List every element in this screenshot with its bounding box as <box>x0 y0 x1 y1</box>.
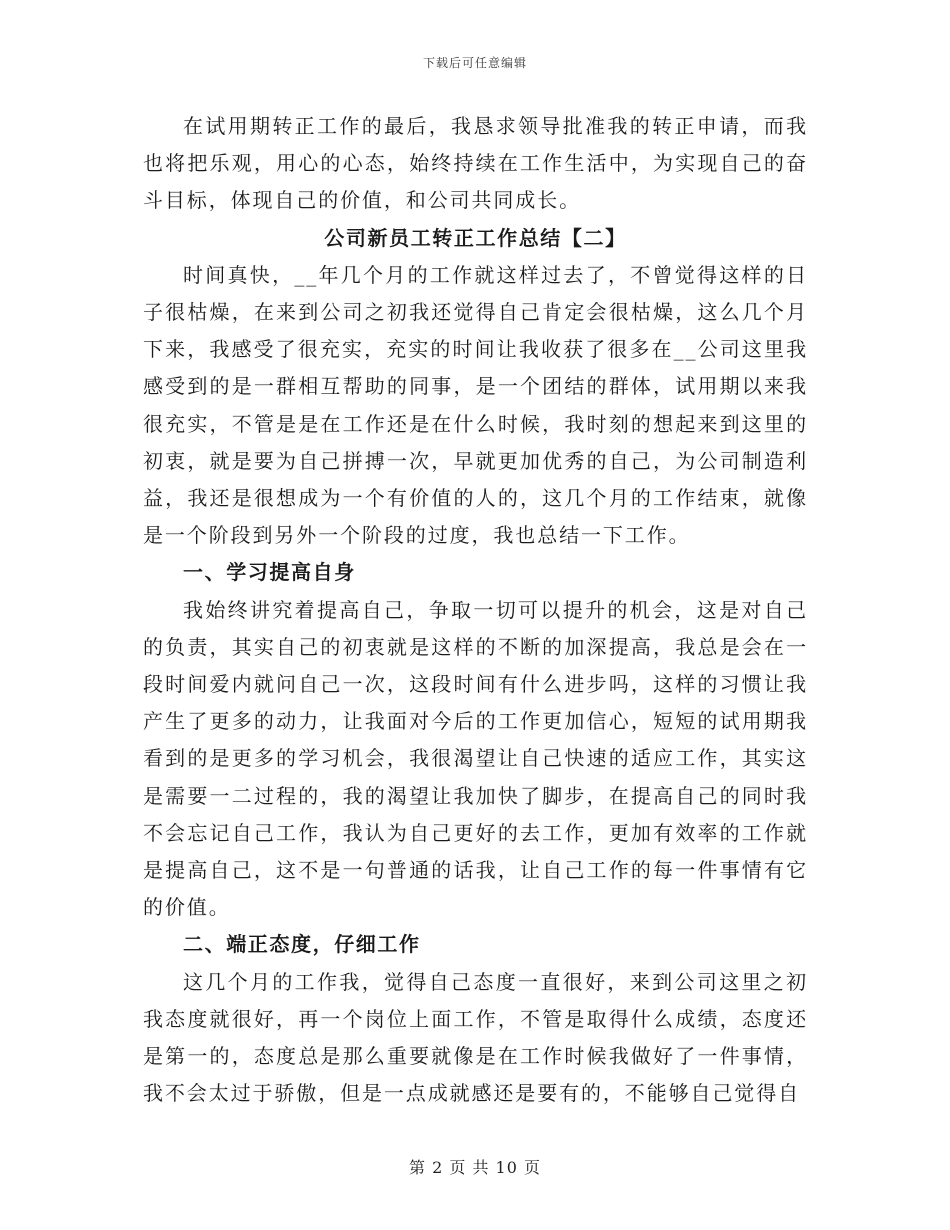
page-header-note: 下载后可任意编辑 <box>422 56 527 70</box>
body-paragraph-2: 我始终讲究着提高自己，争取一切可以提升的机会，这是对自己的负责，其实自己的初衷就是这样的不断的加深提高，我总是会在一段时间爱内就问自己一次，这段时间有什么进步吗，这样的习惯让我产生了更多的动力，让我面对今后的工作更加信心，短短的试用期我看到的是更多的学习机会，我很渴望让自己快速的适应工作，其实这是需要一二过程的，我的渴望让我加快了脚步，在提高自己的同时我不会忘记自己工作，我认为自己更好的去工作，更加有效率的工作就是提高自己，这不是一句普通的话我，让自己工作的每一件事情有它的价值。 <box>143 597 808 920</box>
document-body <box>143 108 808 1112</box>
body-paragraph-3: 这几个月的工作我，觉得自己态度一直很好，来到公司这里之初我态度就很好，再一个岗位上面工作，不管是取得什么成绩，态度还是第一的，态度总是那么重要就像是在工作时候我做好了一件事情，我不会太过于骄傲，但是一点成就感还是要有的，不能够自己觉得自 <box>143 969 808 1106</box>
section-heading-1: 一、学习提高自身 <box>183 560 356 585</box>
page-number: 第 2 页 共 10 页 <box>409 1158 541 1177</box>
body-paragraph-1: 时间真快，__年几个月的工作就这样过去了，不曾觉得这样的日子很枯燥，在来到公司之初我还觉得自己肯定会很枯燥，这么几个月下来，我感受了很充实，充实的时间让我收获了很多在__公司这里我感受到的是一群相互帮助的同事，是一个团结的群体，试用期以来我很充实，不管是是在工作还是在什么时候，我时刻的想起来到这里的初衷，就是要为自己拼搏一次，早就更加优秀的自己，为公司制造利益，我还是很想成为一个有价值的人的，这几个月的工作结束，就像是一个阶段到另外一个阶段的过度，我也总结一下工作。 <box>143 262 808 548</box>
section-title: 公司新员工转正工作总结【二】 <box>324 225 627 250</box>
section-heading-2: 二、端正态度，仔细工作 <box>183 932 421 957</box>
intro-paragraph: 在试用期转正工作的最后，我恳求领导批准我的转正申请，而我也将把乐观，用心的心态，始终持续在工作生活中，为实现自己的奋斗目标，体现自己的价值，和公司共同成长。 <box>143 114 808 213</box>
